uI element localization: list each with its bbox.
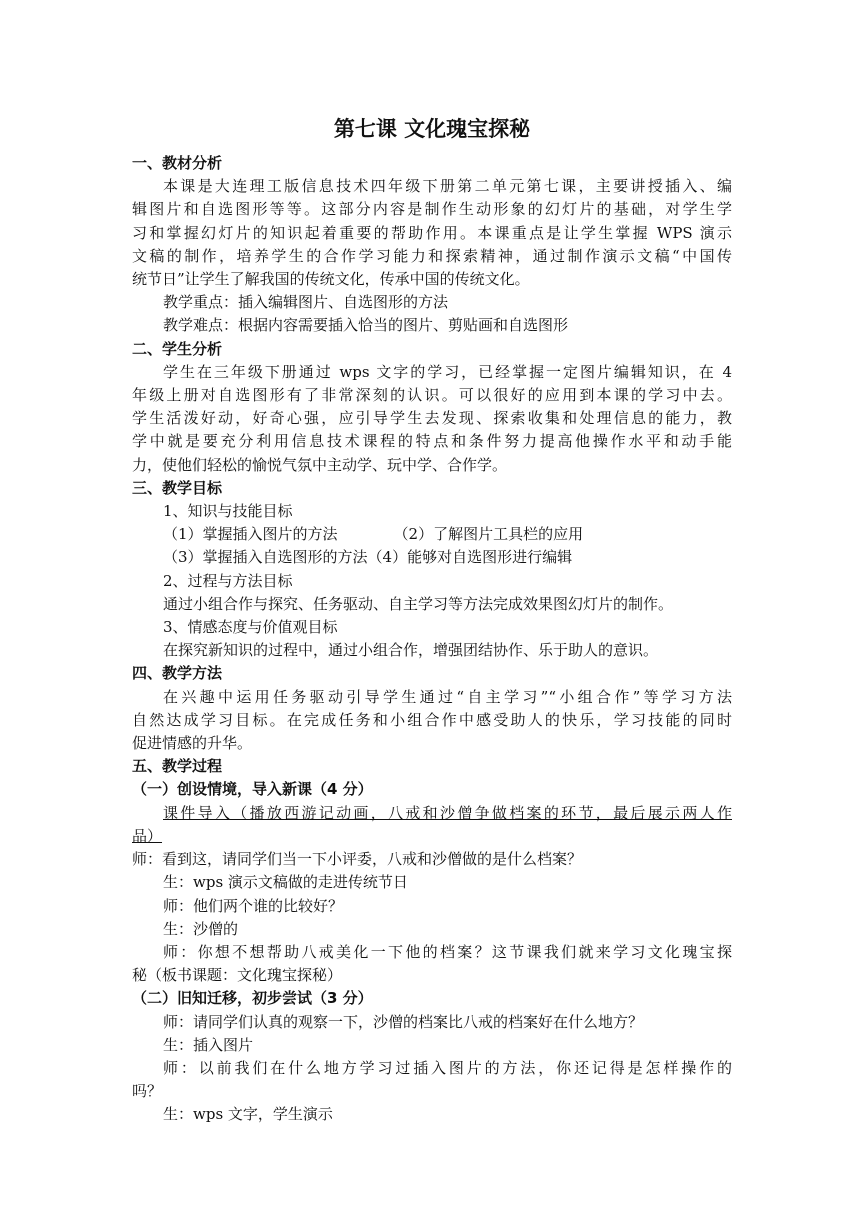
dialogue-line: 生：插入图片 bbox=[163, 1035, 254, 1054]
step-heading-1: （一）创设情境，导入新课（4 分） bbox=[132, 780, 373, 799]
paragraph-line: 习和掌握幻灯片的知识起着重要的帮助作用。本课重点是让学生掌握 WPS 演示 bbox=[132, 223, 732, 242]
difficulty-line: 教学难点：根据内容需要插入恰当的图片、剪贴画和自选图形 bbox=[163, 316, 569, 335]
paragraph-line: 在兴趣中运用任务驱动引导学生通过“自主学习”“小组合作”等学习方法 bbox=[163, 687, 732, 706]
paragraph-line: 力，使他们轻松的愉悦气氛中主动学、玩中学、合作学。 bbox=[132, 455, 508, 474]
courseware-intro-line: 品） bbox=[132, 826, 163, 845]
paragraph-line: 学中就是要充分利用信息技术课程的特点和条件努力提高他操作水平和动手能 bbox=[132, 432, 732, 451]
dialogue-line: 师：以前我们在什么地方学习过插入图片的方法，你还记得是怎样操作的 bbox=[163, 1058, 732, 1077]
dialogue-line: 秘（板书课题：文化瑰宝探秘） bbox=[132, 966, 343, 985]
goal-heading-process: 2、过程与方法目标 bbox=[163, 571, 293, 590]
section-heading-teaching-process: 五、教学过程 bbox=[132, 757, 223, 776]
paragraph-line: 年级上册对自选图形有了非常深刻的认识。可以很好的应用到本课的学习中去。 bbox=[132, 386, 732, 405]
paragraph-line: 本课是大连理工版信息技术四年级下册第二单元第七课，主要讲授插入、编 bbox=[163, 177, 732, 196]
paragraph-line: 文稿的制作，培养学生的合作学习能力和探索精神，通过制作演示文稿“中国传 bbox=[132, 246, 732, 265]
dialogue-line: 吗？ bbox=[132, 1082, 163, 1101]
dialogue-line: 师：看到这，请同学们当一下小评委，八戒和沙僧做的是什么档案？ bbox=[132, 850, 583, 869]
section-heading-teaching-goals: 三、教学目标 bbox=[132, 478, 223, 497]
paragraph-line: 统节日”让学生了解我国的传统文化，传承中国的传统文化。 bbox=[132, 270, 530, 289]
goal-item: （2）了解图片工具栏的应用 bbox=[393, 525, 584, 544]
section-heading-student-analysis: 二、学生分析 bbox=[132, 339, 223, 358]
dialogue-line: 师：他们两个谁的比较好？ bbox=[163, 896, 344, 915]
goal-item: （1）掌握插入图片的方法 bbox=[163, 525, 338, 544]
section-heading-textbook-analysis: 一、教材分析 bbox=[132, 154, 223, 172]
section-heading-teaching-methods: 四、教学方法 bbox=[132, 664, 223, 683]
step-heading-2: （二）旧知迁移，初步尝试（3 分） bbox=[132, 989, 373, 1008]
goal-text: 通过小组合作与探究、任务驱动、自主学习等方法完成效果图幻灯片的制作。 bbox=[163, 594, 674, 613]
goal-heading-attitude: 3、情感态度与价值观目标 bbox=[163, 618, 338, 637]
goal-heading-knowledge: 1、知识与技能目标 bbox=[163, 502, 293, 521]
courseware-intro-line: 课件导入（播放西游记动画，八戒和沙僧争做档案的环节，最后展示两人作 bbox=[163, 803, 732, 822]
dialogue-line: 生：沙僧的 bbox=[163, 919, 239, 938]
paragraph-line: 学生在三年级下册通过 wps 文字的学习，已经掌握一定图片编辑知识，在 4 bbox=[163, 362, 732, 381]
dialogue-line: 生：wps 演示文稿做的走进传统节日 bbox=[163, 873, 408, 892]
key-point-line: 教学重点：插入编辑图片、自选图形的方法 bbox=[163, 293, 449, 312]
goal-items-row bbox=[132, 523, 732, 546]
dialogue-line: 生：wps 文字，学生演示 bbox=[163, 1105, 333, 1124]
document-title: 第七课 文化瑰宝探秘 bbox=[333, 117, 531, 141]
paragraph-line: 辑图片和自选图形等等。这部分内容是制作生动形象的幻灯片的基础，对学生学 bbox=[132, 200, 732, 219]
paragraph-line: 促进情感的升华。 bbox=[132, 734, 253, 753]
paragraph-line: 学生活泼好动，好奇心强，应引导学生去发现、探索收集和处理信息的能力，教 bbox=[132, 409, 732, 428]
goal-item: （3）掌握插入自选图形的方法（4）能够对自选图形进行编辑 bbox=[163, 548, 573, 567]
goal-text: 在探究新知识的过程中，通过小组合作，增强团结协作、乐于助人的意识。 bbox=[163, 641, 659, 660]
paragraph-line: 自然达成学习目标。在完成任务和小组合作中感受助人的快乐，学习技能的同时 bbox=[132, 710, 732, 729]
dialogue-line: 师：你想不想帮助八戒美化一下他的档案？这节课我们就来学习文化瑰宝探 bbox=[163, 942, 732, 961]
dialogue-line: 师：请同学们认真的观察一下，沙僧的档案比八戒的档案好在什么地方？ bbox=[163, 1012, 644, 1031]
